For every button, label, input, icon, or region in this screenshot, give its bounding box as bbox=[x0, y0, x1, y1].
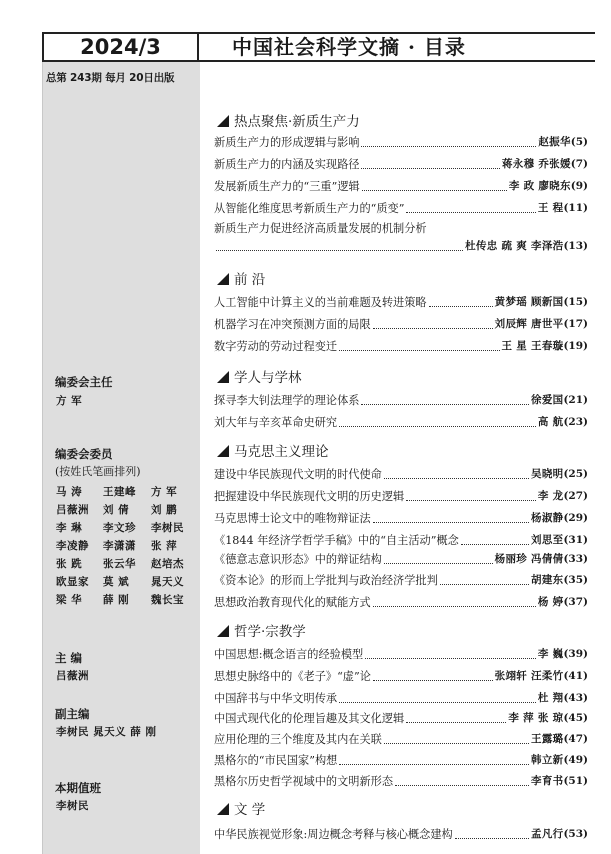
toc-entry[interactable]: 马克思博士论文中的唯物辩证法 杨淑静 (29) bbox=[214, 512, 588, 525]
member-name: 李 琳 bbox=[56, 522, 83, 534]
toc-entry[interactable]: 中国思想:概念语言的经验模型 李 巍 (39) bbox=[214, 648, 588, 661]
deputy-editor-label: 副主编 bbox=[55, 707, 90, 721]
member-name: 梁 华 bbox=[56, 594, 83, 606]
toc-entry[interactable]: 杜传忠 疏 爽 李泽浩 (13) bbox=[214, 236, 588, 254]
member-name: 李树民 bbox=[151, 522, 184, 534]
member-name: 薛 刚 bbox=[103, 594, 130, 606]
deputy-editor-names: 李树民 晁天义 薛 刚 bbox=[56, 726, 157, 738]
on-duty-name: 李树民 bbox=[56, 800, 89, 812]
member-name: 欧显家 bbox=[56, 576, 89, 588]
toc-entry[interactable]: 从智能化维度思考新质生产力的“质变” 王 程 (11) bbox=[214, 202, 588, 215]
toc-entry[interactable]: 中国辞书与中华文明传承 杜 翔 (43) bbox=[214, 692, 588, 705]
toc-entry[interactable]: 思想史脉络中的《老子》“虚”论 张翊轩 汪柔竹 (41) bbox=[214, 670, 588, 683]
member-name: 马 涛 bbox=[56, 486, 83, 498]
toc-entry[interactable]: 思想政治教育现代化的赋能方式 杨 婷 (37) bbox=[214, 596, 588, 609]
toc-entry[interactable]: 建设中华民族现代文明的时代使命 吴晓明 (25) bbox=[214, 468, 588, 481]
toc-entry[interactable]: 黑格尔历史哲学视域中的文明新形态 李育书 (51) bbox=[214, 775, 588, 788]
member-name: 张云华 bbox=[103, 558, 136, 570]
member-name: 李凌静 bbox=[56, 540, 89, 552]
member-name: 王建峰 bbox=[103, 486, 136, 498]
triangle-icon bbox=[217, 273, 229, 285]
members-label: 编委会委员 bbox=[55, 447, 113, 461]
member-name: 莫 斌 bbox=[103, 576, 130, 588]
toc-entry[interactable]: 发展新质生产力的“三重”逻辑 李 政 廖晓东 (9) bbox=[214, 180, 588, 193]
journal-title: 中国社会科学文摘 · 目录 bbox=[232, 35, 466, 59]
issue-number: 2024/3 bbox=[42, 32, 199, 62]
toc-entry[interactable]: 探寻李大钊法理学的理论体系 徐爱国 (21) bbox=[214, 394, 588, 407]
toc-entry[interactable]: 新质生产力的形成逻辑与影响 赵振华 (5) bbox=[214, 136, 588, 149]
chief-editor-name: 吕薇洲 bbox=[56, 670, 89, 682]
member-name: 李潇潇 bbox=[103, 540, 136, 552]
member-name: 吕薇洲 bbox=[56, 504, 89, 516]
toc-entry[interactable]: 中华民族视觉形象:周边概念考释与核心概念建构 孟凡行 (53) bbox=[214, 828, 588, 841]
triangle-icon bbox=[217, 445, 229, 457]
triangle-icon bbox=[217, 115, 229, 127]
on-duty-label: 本期值班 bbox=[55, 781, 101, 795]
toc-entry[interactable]: 《德意志意识形态》中的辩证结构 杨丽珍 冯倩倩 (33) bbox=[214, 553, 588, 566]
member-name: 晁天义 bbox=[151, 576, 184, 588]
section-heading: 哲学·宗教学 bbox=[217, 623, 306, 641]
toc-entry-title[interactable]: 新质生产力促进经济高质量发展的机制分析 bbox=[214, 222, 427, 235]
member-name: 李文珍 bbox=[103, 522, 136, 534]
toc-entry[interactable]: 把握建设中华民族现代文明的历史逻辑 李 龙 (27) bbox=[214, 490, 588, 503]
toc-entry[interactable]: 数字劳动的劳动过程变迁 王 星 王春璇 (19) bbox=[214, 340, 588, 353]
triangle-icon bbox=[217, 371, 229, 383]
toc-entry[interactable]: 新质生产力的内涵及实现路径 蒋永穆 乔张媛 (7) bbox=[214, 158, 588, 171]
member-name: 赵培杰 bbox=[151, 558, 184, 570]
member-name: 张 萍 bbox=[151, 540, 178, 552]
member-name: 张 跣 bbox=[56, 558, 83, 570]
toc-entry[interactable]: 人工智能中计算主义的当前难题及转进策略 黄梦瑶 顾新国 (15) bbox=[214, 296, 588, 309]
section-heading: 学人与学林 bbox=[217, 369, 302, 387]
members-note: (按姓氏笔画排列) bbox=[55, 465, 141, 478]
member-name: 魏长宝 bbox=[151, 594, 184, 606]
toc-entry[interactable]: 刘大年与辛亥革命史研究 高 航 (23) bbox=[214, 416, 588, 429]
chief-editor-label: 主 编 bbox=[55, 651, 83, 665]
triangle-icon bbox=[217, 803, 229, 815]
section-heading: 文 学 bbox=[217, 801, 265, 819]
director-name: 方 军 bbox=[56, 395, 83, 407]
member-name: 刘 倩 bbox=[103, 504, 130, 516]
section-heading: 热点聚焦·新质生产力 bbox=[217, 113, 360, 131]
issue-info: 总第 243期 每月 20日出版 bbox=[46, 72, 175, 84]
triangle-icon bbox=[217, 625, 229, 637]
director-label: 编委会主任 bbox=[55, 375, 113, 389]
toc-entry[interactable]: 应用伦理的三个维度及其内在关联 王露璐 (47) bbox=[214, 733, 588, 746]
section-heading: 马克思主义理论 bbox=[217, 443, 329, 461]
member-name: 方 军 bbox=[151, 486, 178, 498]
toc-entry[interactable]: 机器学习在冲突预测方面的局限 刘辰辉 唐世平 (17) bbox=[214, 318, 588, 331]
member-name: 刘 鹏 bbox=[151, 504, 178, 516]
toc-entry[interactable]: 中国式现代化的伦理旨趣及其文化逻辑 李 萍 张 琼 (45) bbox=[214, 712, 588, 725]
toc-entry[interactable]: 《1844 年经济学哲学手稿》中的“自主活动”概念 刘思至 (31) bbox=[214, 534, 588, 547]
toc-entry[interactable]: 黑格尔的“市民国家”构想 韩立新 (49) bbox=[214, 754, 588, 767]
toc-entry[interactable]: 《资本论》的形而上学批判与政治经济学批判 胡建东 (35) bbox=[214, 574, 588, 587]
section-heading: 前 沿 bbox=[217, 271, 265, 289]
